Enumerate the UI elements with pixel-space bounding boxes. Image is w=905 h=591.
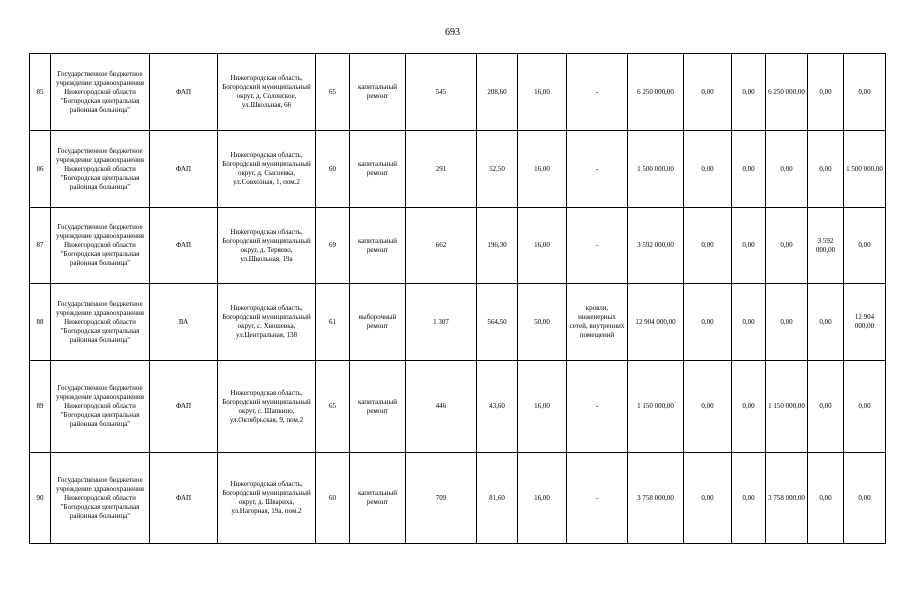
area-cell: 208,60 <box>477 54 518 131</box>
address-cell: Нижегородская область, Богородский муниципальный округ, с. Шапкино, ул.Октябрьская, 9, пом.2 <box>218 361 316 453</box>
cost-col-5-cell: 12 904 000,00 <box>844 284 886 361</box>
cost-col-4-cell: 0,00 <box>808 361 844 453</box>
total-cost-cell: 6 250 000,00 <box>628 54 684 131</box>
institution-cell: Государственное бюджетное учреждение здравоохранения Нижегородской области "Богородская центральная районная больница" <box>51 361 150 453</box>
cost-col-5-cell: 0,00 <box>844 54 886 131</box>
volume-cell: 709 <box>406 453 477 544</box>
elements-cell: - <box>567 453 628 544</box>
cost-col-2-cell: 0,00 <box>732 131 766 208</box>
percent-cell: 16,00 <box>518 131 567 208</box>
cost-col-2-cell: 0,00 <box>732 208 766 284</box>
area-cell: 52,50 <box>477 131 518 208</box>
table-row <box>30 453 886 544</box>
cost-col-4-cell: 3 592 000,00 <box>808 208 844 284</box>
cost-col-4-cell: 0,00 <box>808 131 844 208</box>
cost-col-3-cell: 3 758 000,00 <box>766 453 808 544</box>
volume-cell: 446 <box>406 361 477 453</box>
page-number: 693 <box>445 27 460 38</box>
work-type-cell: капитальный ремонт <box>350 131 406 208</box>
facility-repair-table <box>29 53 886 544</box>
institution-cell: Государственное бюджетное учреждение здравоохранения Нижегородской области "Богородская центральная районная больница" <box>51 208 150 284</box>
work-type-cell: капитальный ремонт <box>350 453 406 544</box>
institution-cell: Государственное бюджетное учреждение здравоохранения Нижегородской области "Богородская центральная районная больница" <box>51 54 150 131</box>
cost-col-3-cell: 0,00 <box>766 208 808 284</box>
cost-col-1-cell: 0,00 <box>684 361 732 453</box>
address-cell: Нижегородская область, Богородский муниципальный округ, д. Солонское, ул.Школьная, 66 <box>218 54 316 131</box>
area-cell: 81,60 <box>477 453 518 544</box>
table-row <box>30 284 886 361</box>
cost-col-3-cell: 1 150 000,00 <box>766 361 808 453</box>
total-cost-cell: 12 904 000,00 <box>628 284 684 361</box>
area-cell: 564,50 <box>477 284 518 361</box>
cost-col-3-cell: 0,00 <box>766 284 808 361</box>
year-cell: 60 <box>316 131 350 208</box>
row-number-cell: 89 <box>30 361 51 453</box>
row-number-cell: 86 <box>30 131 51 208</box>
cost-col-1-cell: 0,00 <box>684 131 732 208</box>
cost-col-5-cell: 1 500 000,00 <box>844 131 886 208</box>
total-cost-cell: 1 500 000,00 <box>628 131 684 208</box>
cost-col-5-cell: 0,00 <box>844 361 886 453</box>
cost-col-1-cell: 0,00 <box>684 453 732 544</box>
elements-cell: - <box>567 361 628 453</box>
table-row <box>30 208 886 284</box>
row-number-cell: 85 <box>30 54 51 131</box>
work-type-cell: капитальный ремонт <box>350 54 406 131</box>
percent-cell: 16,00 <box>518 54 567 131</box>
year-cell: 60 <box>316 453 350 544</box>
work-type-cell: капитальный ремонт <box>350 208 406 284</box>
facility-type-cell: ФАП <box>150 131 218 208</box>
cost-col-1-cell: 0,00 <box>684 208 732 284</box>
cost-col-1-cell: 0,00 <box>684 284 732 361</box>
row-number-cell: 87 <box>30 208 51 284</box>
year-cell: 65 <box>316 54 350 131</box>
table-row <box>30 361 886 453</box>
cost-col-3-cell: 0,00 <box>766 131 808 208</box>
total-cost-cell: 3 758 000,00 <box>628 453 684 544</box>
cost-col-4-cell: 0,00 <box>808 284 844 361</box>
elements-cell: кровли, инженерных сетей, внутренних помещений <box>567 284 628 361</box>
institution-cell: Государственное бюджетное учреждение здравоохранения Нижегородской области "Богородская центральная районная больница" <box>51 131 150 208</box>
area-cell: 196,30 <box>477 208 518 284</box>
table-row <box>30 131 886 208</box>
cost-col-5-cell: 0,00 <box>844 208 886 284</box>
percent-cell: 16,00 <box>518 208 567 284</box>
year-cell: 65 <box>316 361 350 453</box>
address-cell: Нижегородская область, Богородский муниципальный округ, с. Хвошевка, ул.Центральная, 138 <box>218 284 316 361</box>
work-type-cell: капитальный ремонт <box>350 361 406 453</box>
row-number-cell: 88 <box>30 284 51 361</box>
elements-cell: - <box>567 54 628 131</box>
cost-col-2-cell: 0,00 <box>732 361 766 453</box>
cost-col-1-cell: 0,00 <box>684 54 732 131</box>
area-cell: 43,60 <box>477 361 518 453</box>
volume-cell: 291 <box>406 131 477 208</box>
table-row <box>30 54 886 131</box>
volume-cell: 545 <box>406 54 477 131</box>
cost-col-4-cell: 0,00 <box>808 54 844 131</box>
address-cell: Нижегородская область, Богородский муниципальный округ, д. Теряево, ул.Школьная, 19а <box>218 208 316 284</box>
cost-col-5-cell: 0,00 <box>844 453 886 544</box>
address-cell: Нижегородская область, Богородский муниципальный округ, д. Шварихa, ул.Нагорная, 19а, пом.2 <box>218 453 316 544</box>
row-number-cell: 90 <box>30 453 51 544</box>
cost-col-4-cell: 0,00 <box>808 453 844 544</box>
work-type-cell: выборочный ремонт <box>350 284 406 361</box>
total-cost-cell: 1 150 000,00 <box>628 361 684 453</box>
cost-col-2-cell: 0,00 <box>732 453 766 544</box>
percent-cell: 16,00 <box>518 453 567 544</box>
volume-cell: 662 <box>406 208 477 284</box>
facility-type-cell: ФАП <box>150 54 218 131</box>
facility-type-cell: ФАП <box>150 208 218 284</box>
year-cell: 69 <box>316 208 350 284</box>
percent-cell: 16,00 <box>518 361 567 453</box>
percent-cell: 50,00 <box>518 284 567 361</box>
institution-cell: Государственное бюджетное учреждение здравоохранения Нижегородской области "Богородская центральная районная больница" <box>51 453 150 544</box>
facility-type-cell: ВА <box>150 284 218 361</box>
address-cell: Нижегородская область, Богородский муниципальный округ, д. Сысоевка, ул.Совхозная, 1, пом.2 <box>218 131 316 208</box>
elements-cell: - <box>567 208 628 284</box>
facility-type-cell: ФАП <box>150 361 218 453</box>
elements-cell: - <box>567 131 628 208</box>
year-cell: 61 <box>316 284 350 361</box>
facility-type-cell: ФАП <box>150 453 218 544</box>
cost-col-3-cell: 6 250 000,00 <box>766 54 808 131</box>
cost-col-2-cell: 0,00 <box>732 54 766 131</box>
total-cost-cell: 3 592 000,00 <box>628 208 684 284</box>
institution-cell: Государственное бюджетное учреждение здравоохранения Нижегородской области "Богородская центральная районная больница" <box>51 284 150 361</box>
volume-cell: 1 307 <box>406 284 477 361</box>
cost-col-2-cell: 0,00 <box>732 284 766 361</box>
